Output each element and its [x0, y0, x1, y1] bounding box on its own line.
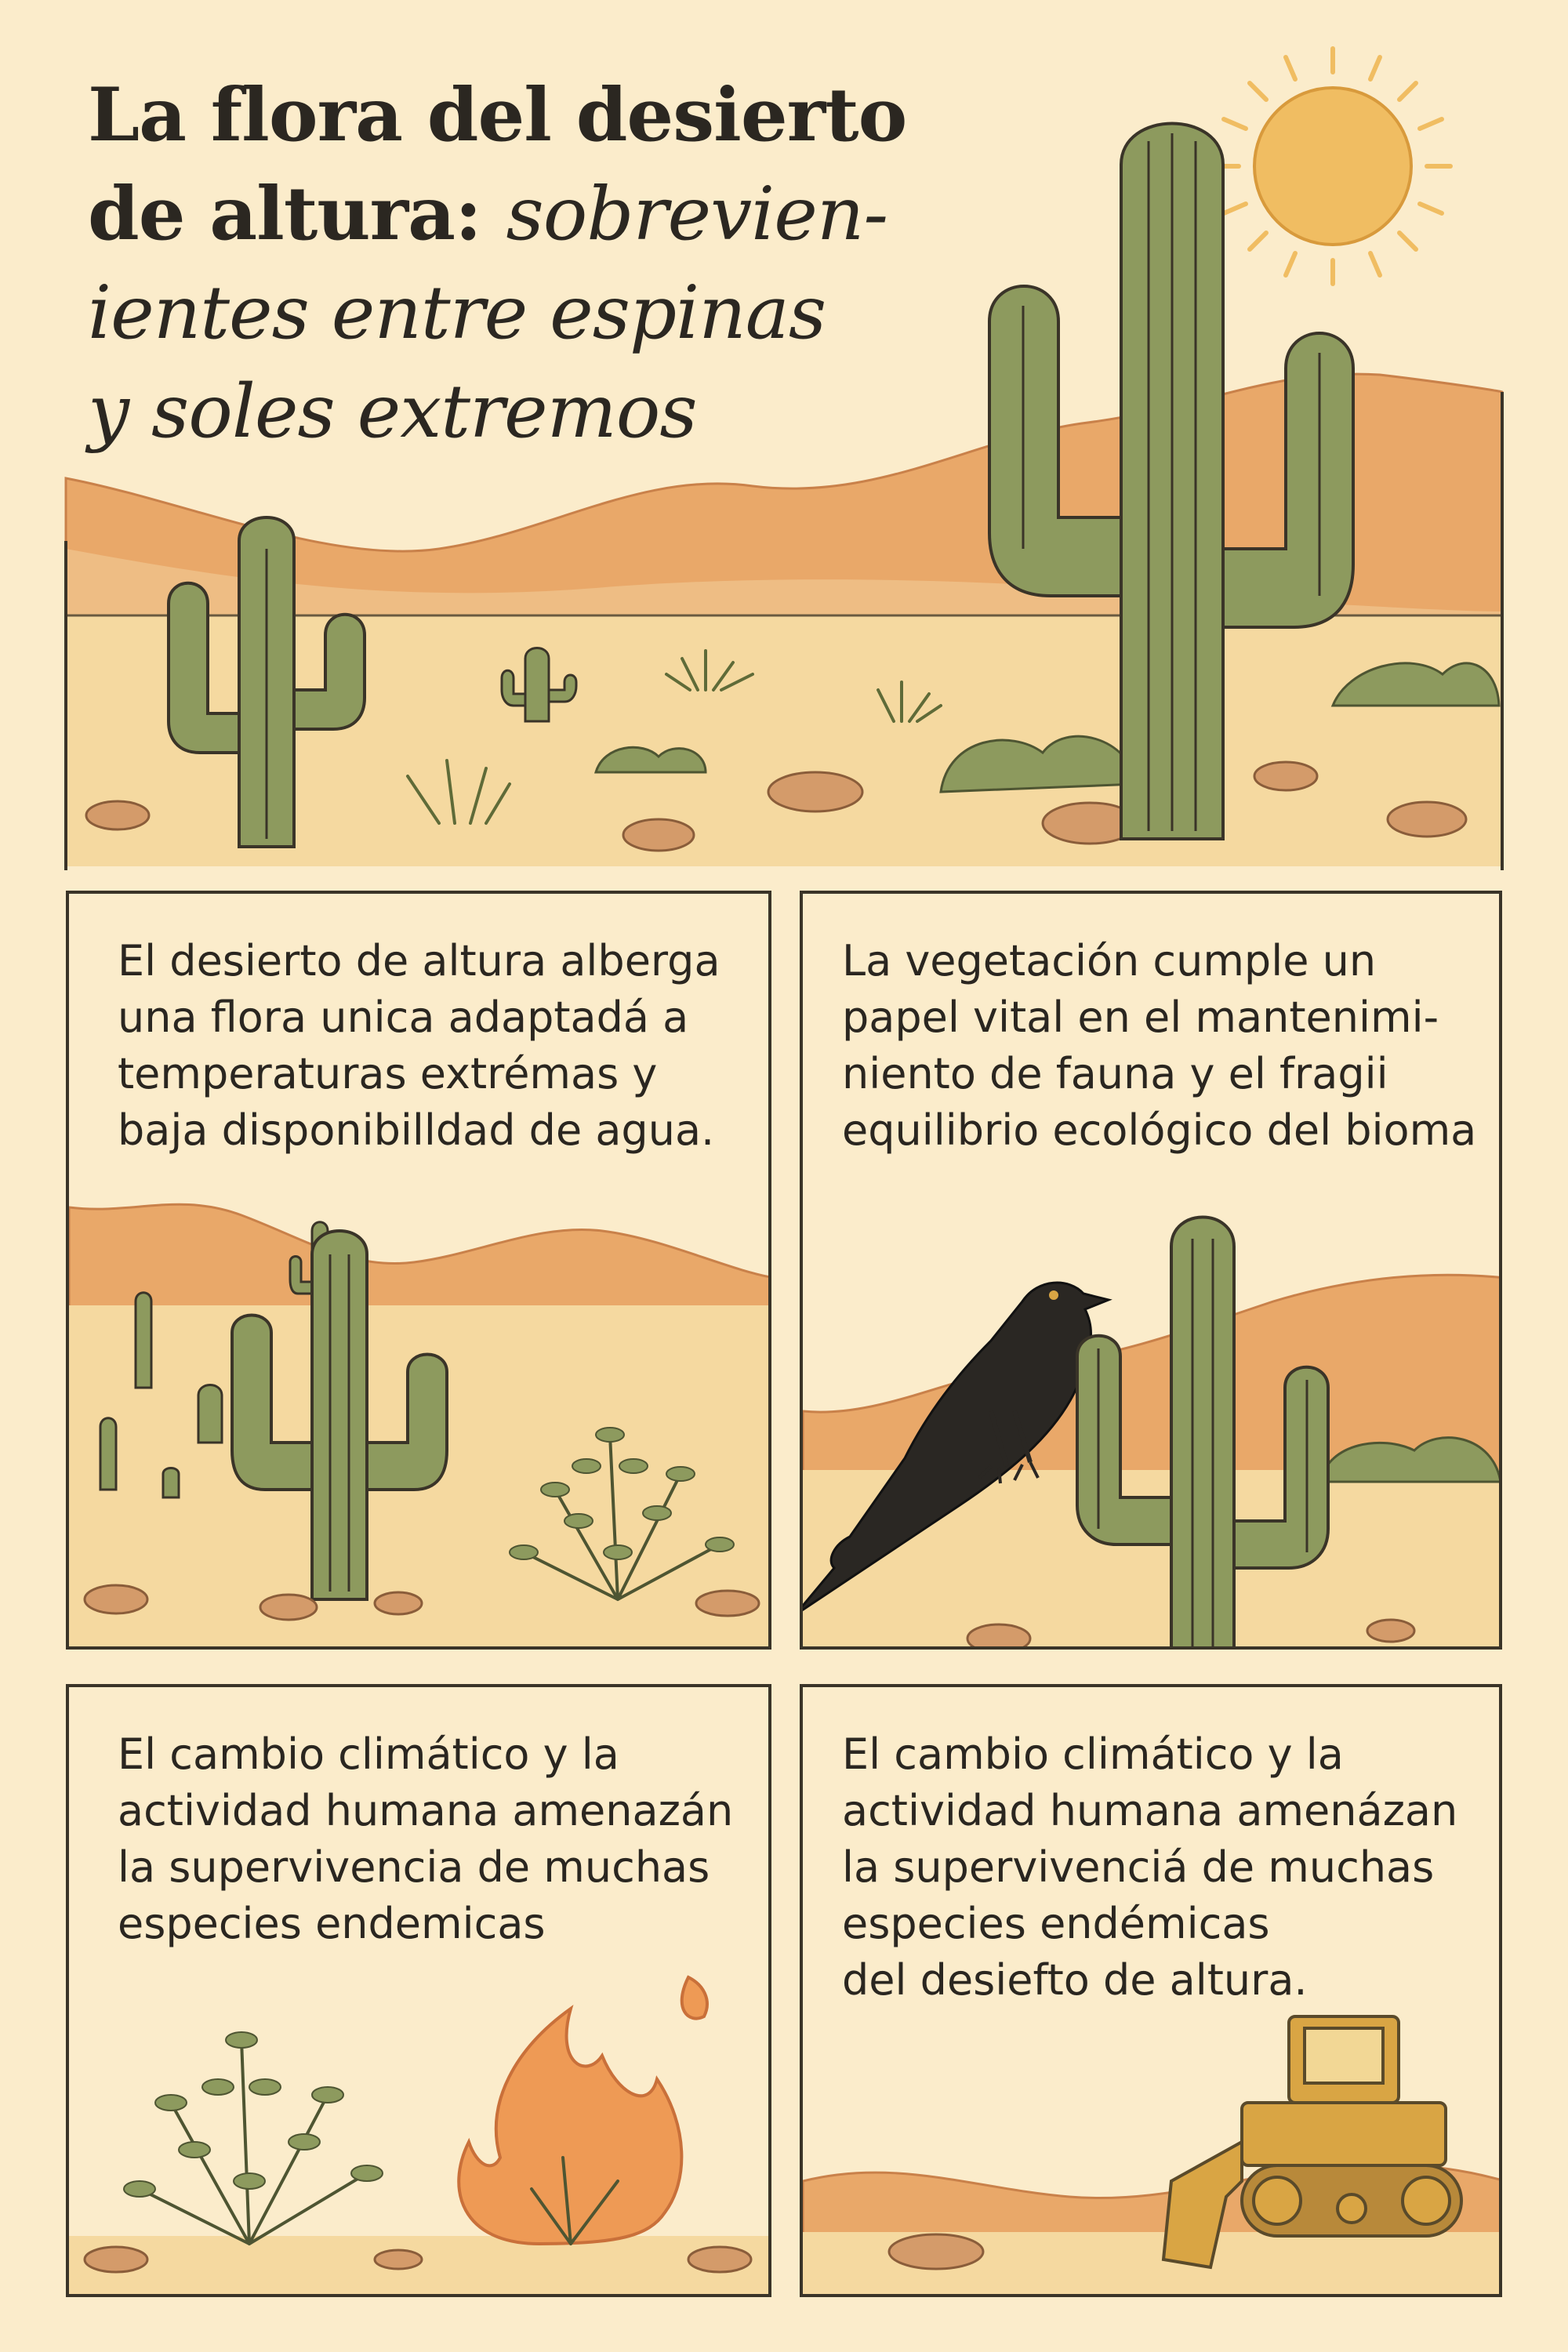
- panel-human-activity: [800, 1684, 1502, 2297]
- title-line-3: ientes entre espinas: [88, 270, 826, 356]
- panel-threats: [66, 1684, 771, 2297]
- title-line-2-italic: sobrevien-: [506, 172, 888, 257]
- panel-3-text: El cambio climático y la actividad humana amenazán la supervivencia de muchas especies endemicas: [118, 1730, 734, 1948]
- title-line-2: [88, 165, 1107, 264]
- title-line-2-plain: de altura:: [88, 171, 506, 257]
- page-title: [88, 66, 1107, 462]
- panel-1-illustration: [69, 1176, 771, 1646]
- sun-icon: [1215, 49, 1450, 284]
- panel-4-text: El cambio climático y la actividad humana amenázan la supervivenciá de muchas especies endémicas del desiefto de altura.: [842, 1730, 1458, 2005]
- panel-2-illustration: [803, 1176, 1502, 1646]
- panel-3-illustration: [69, 1922, 771, 2297]
- panel-vegetation-role: [800, 891, 1502, 1650]
- panel-4-illustration: [803, 2001, 1502, 2297]
- fire-icon: [459, 1977, 707, 2244]
- panel-2-text: La vegetación cumple un papel vital en el mantenimi- niento de fauna y el fragii equilibrio ecológico del bioma: [842, 936, 1477, 1155]
- title-line-4: y soles extremos: [88, 369, 697, 455]
- panel-flora-adaptation: [66, 891, 771, 1650]
- bulldozer-icon: [1163, 2016, 1461, 2267]
- title-line-1: La flora del desierto: [88, 72, 907, 158]
- panel-1-text: El desierto de altura alberga una flora unica adaptadá a temperaturas extrémas y baja disponibilldad de agua.: [118, 936, 720, 1155]
